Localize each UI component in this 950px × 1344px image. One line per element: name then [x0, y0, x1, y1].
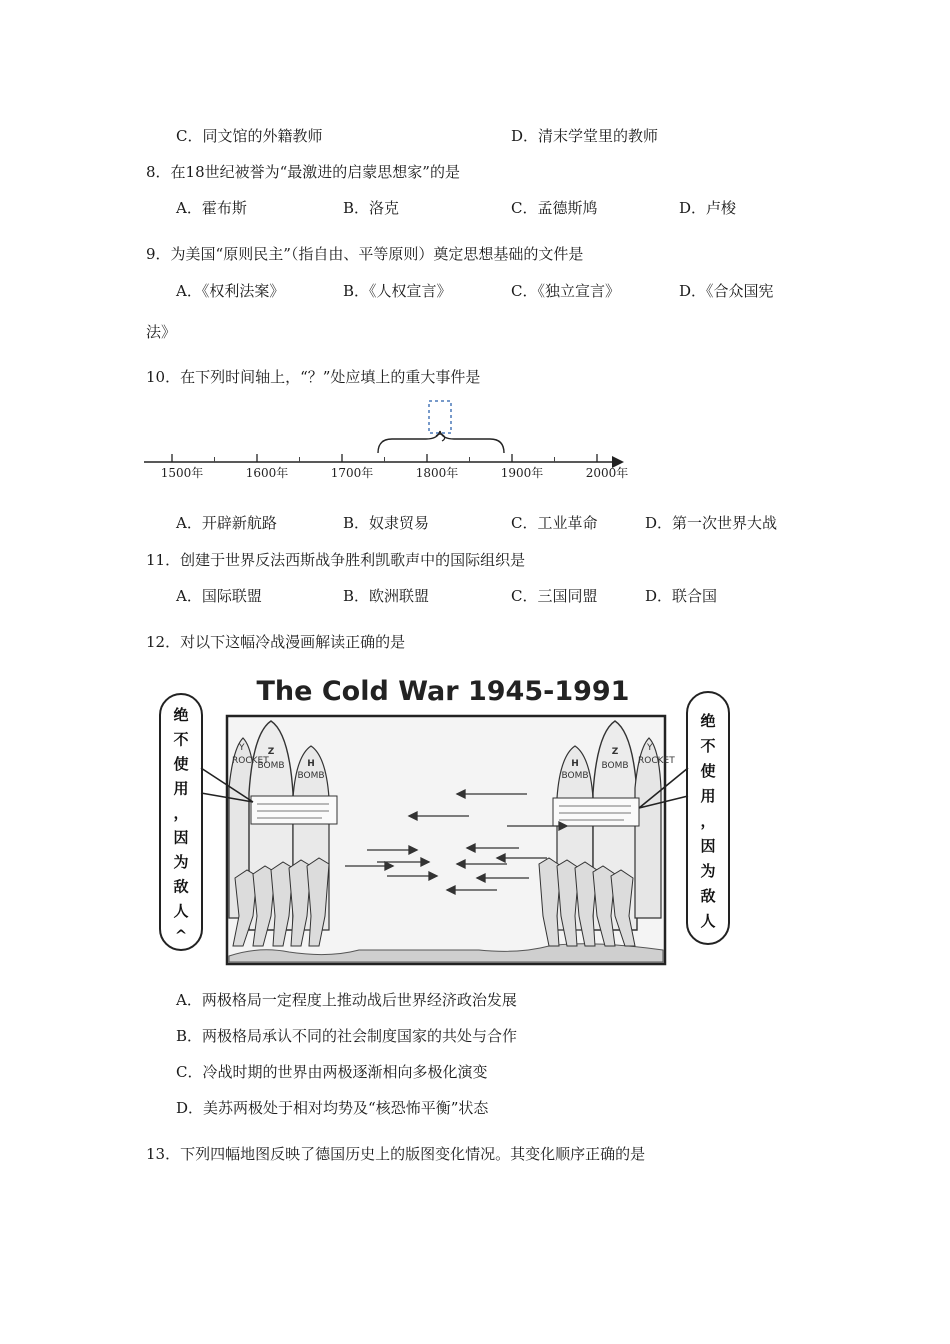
q10-stem: 10．在下列时间轴上，“？”处应填上的重大事件是: [146, 368, 481, 386]
q12-option-d: D．美苏两极处于相对均势及“核恐怖平衡”状态: [176, 1099, 489, 1117]
left-rocket-label: ROCKET: [232, 756, 269, 766]
bubble-character: ，: [700, 812, 716, 830]
left-z-label: BOMB: [257, 761, 285, 771]
bubble-character: 用: [173, 779, 189, 798]
q12-option-a: A．两极格局一定程度上推动战后世界经济政治发展: [176, 991, 517, 1009]
bubble-character: 因: [173, 828, 189, 847]
q8-option-a: A．霍布斯: [176, 199, 247, 217]
bubble-character: 不: [700, 737, 716, 755]
q11-option-a: A．国际联盟: [176, 587, 262, 605]
curly-brace: [378, 431, 504, 453]
q9-option-d: D．《合众国宪: [679, 282, 774, 300]
q8-option-b: B．洛克: [343, 199, 400, 217]
bubble-character: 使: [700, 762, 716, 780]
bubble-character: ，: [173, 804, 189, 822]
right-h-label: BOMB: [561, 771, 589, 781]
bubble-character: 绝: [700, 712, 716, 730]
bubble-character: 人: [700, 912, 716, 930]
q8-stem: 8．在18世纪被誉为“最激进的启蒙思想家”的是: [146, 163, 460, 181]
q10-option-b: B．奴隶贸易: [343, 514, 430, 532]
timeline-figure: [140, 395, 630, 485]
question-box: [429, 401, 451, 433]
right-sign: [553, 798, 639, 826]
q11-option-d: D．联合国: [645, 587, 718, 605]
q8-option-c: C．孟德斯鸠: [511, 199, 598, 217]
bubble-character: 使: [173, 755, 189, 773]
left-sign: [251, 796, 337, 824]
q9-option-b: B．《人权宣言》: [343, 282, 452, 300]
timeline-labels: [161, 465, 629, 480]
q9-option-a: A．《权利法案》: [176, 282, 285, 300]
q11-option-c: C．三国同盟: [511, 587, 598, 605]
q7-option-c: C．同文馆的外籍教师: [176, 127, 323, 145]
bubble-character: 用: [700, 787, 716, 805]
timeline-label: 1700年: [330, 466, 374, 480]
q9-stem: 9．为美国“原则民主”（指自由、平等原则）奠定思想基础的文件是: [146, 245, 584, 263]
q8-option-d: D．卢梭: [679, 199, 737, 217]
timeline-label: 1900年: [500, 466, 544, 480]
left-z-letter: Z: [267, 747, 275, 757]
right-z-letter: Z: [611, 747, 619, 757]
q12-stem: 12．对以下这幅冷战漫画解读正确的是: [146, 633, 406, 651]
q10-option-a: A．开辟新航路: [176, 514, 277, 532]
bubble-character: 因: [700, 837, 716, 855]
bubble-character: 人: [173, 902, 189, 920]
bubble-character: 绝: [173, 706, 189, 724]
cold-war-cartoon: [157, 668, 731, 968]
right-z-label: BOMB: [601, 761, 629, 771]
right-soldiers: [539, 858, 635, 946]
right-rocket-label: ROCKET: [638, 756, 675, 766]
bubble-character: 不: [173, 730, 189, 749]
q12-option-b: B．两极格局承认不同的社会制度国家的共处与合作: [176, 1027, 518, 1045]
left-y-letter: Y: [239, 743, 245, 753]
bubble-character: 敌: [700, 887, 716, 905]
timeline-label: 1800年: [415, 466, 459, 480]
bubble-character: 敌: [173, 877, 189, 896]
q10-option-c: C．工业革命: [511, 514, 598, 532]
left-h-letter: H: [307, 759, 315, 769]
timeline-label: 1500年: [160, 466, 204, 480]
left-h-label: BOMB: [297, 771, 325, 781]
q11-option-b: B．欧洲联盟: [343, 587, 430, 605]
q13-stem: 13．下列四幅地图反映了德国历史上的版图变化情况。其变化顺序正确的是: [146, 1145, 646, 1163]
q9-option-c: C．《独立宣言》: [511, 282, 620, 300]
timeline-label: 1600年: [245, 466, 289, 480]
q7-option-d: D．清末学堂里的教师: [511, 127, 659, 145]
right-y-letter: Y: [647, 743, 653, 753]
bubble-character: 为: [173, 853, 189, 871]
q9-option-d-wrap: 法》: [146, 323, 177, 341]
bubble-character: ^: [174, 926, 188, 945]
bubble-character: 为: [700, 862, 716, 880]
right-h-letter: H: [571, 759, 579, 769]
q10-option-d: D．第一次世界大战: [645, 514, 778, 532]
timeline-ticks: [172, 454, 597, 462]
q12-option-c: C．冷战时期的世界由两极逐渐相向多极化演变: [176, 1063, 488, 1081]
cartoon-title: The Cold War 1945-1991: [256, 676, 630, 707]
timeline-label: 2000年: [585, 466, 629, 480]
q11-stem: 11．创建于世界反法西斯战争胜利凯歌声中的国际组织是: [146, 551, 526, 569]
left-soldiers: [233, 858, 329, 946]
